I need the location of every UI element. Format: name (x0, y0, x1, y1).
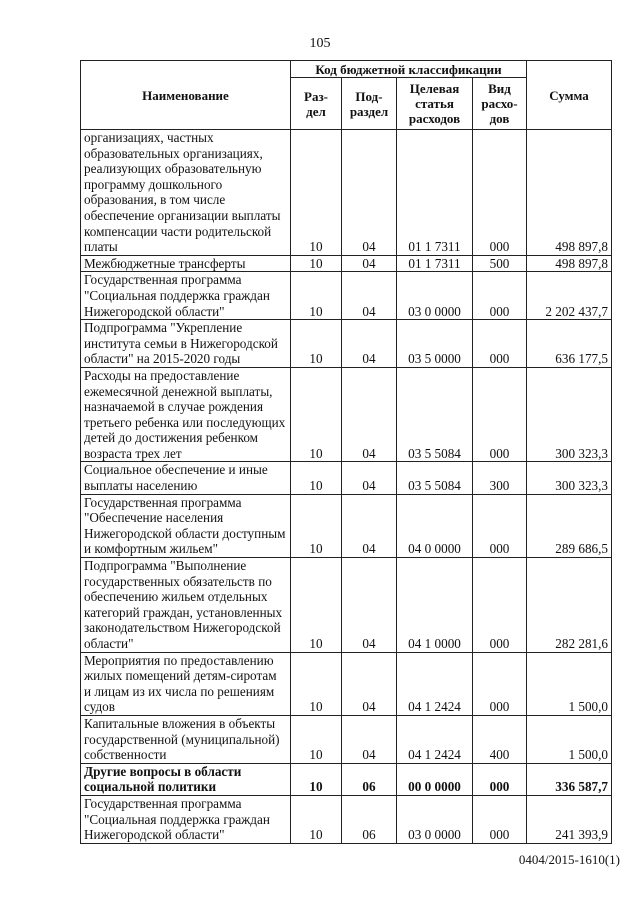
row-name-cell (81, 558, 291, 653)
row-name-line: законодательством Нижегородской (84, 620, 281, 636)
row-subsection-cell: 04 (342, 652, 397, 715)
row-kind-cell: 000 (473, 558, 527, 653)
row-name-cell (81, 795, 291, 843)
row-name-line: Нижегородской области доступным (84, 525, 286, 541)
table-row (81, 272, 612, 320)
row-subsection-cell: 04 (342, 272, 397, 320)
row-name-line: Расходы на предоставление (84, 367, 240, 383)
row-name-cell (81, 130, 291, 256)
row-kind-cell: 000 (473, 763, 527, 795)
row-name-line: Мероприятия по предоставлению (84, 652, 274, 668)
table-row (81, 255, 612, 272)
row-name-line: области" на 2015-2020 годы (84, 351, 241, 367)
row-target-cell: 01 1 7311 (397, 255, 473, 272)
row-subsection-cell: 04 (342, 715, 397, 763)
row-name-line: программу дошкольного (84, 176, 223, 192)
row-name-cell (81, 255, 291, 272)
row-name-line: образования, в том числе (84, 192, 226, 208)
row-name-line: компенсации части родительской (84, 223, 272, 239)
table-row (81, 652, 612, 715)
row-name-line: и лицам из их числа по решениям (84, 683, 275, 699)
row-section-cell: 10 (291, 494, 342, 557)
document-code: 0404/2015-1610(1) (518, 852, 620, 867)
row-name-cell (81, 462, 291, 494)
row-subsection-cell: 06 (342, 795, 397, 843)
row-name-line: Нижегородской области" (84, 303, 225, 319)
row-target-cell: 03 0 0000 (397, 795, 473, 843)
row-subsection-cell: 04 (342, 494, 397, 557)
row-name-line: собственности (84, 747, 167, 763)
row-subsection-cell: 04 (342, 320, 397, 368)
row-name-cell (81, 367, 291, 462)
row-target-cell: 03 0 0000 (397, 272, 473, 320)
row-name-cell (81, 763, 291, 795)
row-section-cell: 10 (291, 795, 342, 843)
row-sum-cell: 336 587,7 (527, 763, 612, 795)
table-row (81, 763, 612, 795)
row-kind-cell: 500 (473, 255, 527, 272)
row-target-cell: 00 0 0000 (397, 763, 473, 795)
row-name-cell (81, 272, 291, 320)
row-sum-cell: 282 281,6 (527, 558, 612, 653)
row-name-line: обеспечению жильем отдельных (84, 589, 268, 605)
row-sum-cell: 498 897,8 (527, 255, 612, 272)
row-name-line: возраста трех лет (84, 445, 182, 461)
row-kind-cell: 300 (473, 462, 527, 494)
budget-table (80, 60, 612, 844)
row-name-line: жилых помещений детям-сиротам (84, 668, 277, 684)
table-header (81, 61, 612, 130)
row-sum-cell: 241 393,9 (527, 795, 612, 843)
row-section-cell: 10 (291, 255, 342, 272)
table-row (81, 130, 612, 256)
row-name-line: государственной (муниципальной) (84, 731, 280, 747)
row-subsection-cell: 04 (342, 367, 397, 462)
row-name-line: категорий граждан, установленных (84, 604, 283, 620)
row-name-line: реализующих образовательную (84, 161, 262, 177)
row-name-line: "Социальная поддержка граждан (84, 811, 270, 827)
row-sum-cell: 2 202 437,7 (527, 272, 612, 320)
header-classification-group: Код бюджетной классификации (291, 61, 527, 78)
row-name-line: выплаты населению (84, 478, 198, 494)
table-row (81, 715, 612, 763)
row-subsection-cell: 04 (342, 130, 397, 256)
header-name: Наименование (81, 61, 291, 130)
row-section-cell: 10 (291, 763, 342, 795)
row-name-line: государственных обязательств по (84, 573, 272, 589)
header-section: Раз- дел (291, 78, 342, 130)
row-name-line: организациях, частных (84, 130, 214, 145)
row-sum-cell: 498 897,8 (527, 130, 612, 256)
row-name-line: Межбюджетные трансферты (84, 255, 246, 271)
row-section-cell: 10 (291, 367, 342, 462)
row-kind-cell: 000 (473, 320, 527, 368)
page-number: 105 (309, 36, 331, 51)
row-section-cell: 10 (291, 320, 342, 368)
row-name-line: судов (84, 699, 115, 715)
row-name-line: области" (84, 636, 134, 651)
row-name-line: ежемесячной денежной выплаты, (84, 383, 273, 399)
header-target-article: Целевая статья расходов (397, 78, 473, 130)
row-kind-cell: 000 (473, 795, 527, 843)
row-target-cell: 04 1 2424 (397, 715, 473, 763)
row-name-line: Другие вопросы в области (84, 763, 242, 779)
row-name-line: платы (84, 239, 118, 255)
row-target-cell: 03 5 0000 (397, 320, 473, 368)
row-target-cell: 03 5 5084 (397, 462, 473, 494)
row-name-cell (81, 494, 291, 557)
row-name-line: Капитальные вложения в объекты (84, 715, 276, 731)
row-name-line: Подпрограмма "Выполнение (84, 558, 247, 574)
row-name-line: Государственная программа (84, 494, 242, 510)
row-kind-cell: 000 (473, 652, 527, 715)
row-name-line: института семьи в Нижегородской (84, 335, 278, 351)
table-row (81, 795, 612, 843)
table-row (81, 367, 612, 462)
row-sum-cell: 636 177,5 (527, 320, 612, 368)
row-name-cell (81, 715, 291, 763)
row-name-line: назначаемой в случае рождения (84, 399, 264, 415)
header-sum: Сумма (527, 61, 612, 130)
row-name-line: и комфортным жильем" (84, 541, 219, 557)
row-name-cell (81, 652, 291, 715)
header-subsection: Под- раздел (342, 78, 397, 130)
row-name-line: социальной политики (84, 779, 217, 795)
row-sum-cell: 1 500,0 (527, 715, 612, 763)
row-section-cell: 10 (291, 462, 342, 494)
table-row (81, 558, 612, 653)
row-kind-cell: 000 (473, 130, 527, 256)
row-kind-cell: 400 (473, 715, 527, 763)
row-section-cell: 10 (291, 130, 342, 256)
row-name-line: Нижегородской области" (84, 827, 225, 843)
row-subsection-cell: 04 (342, 558, 397, 653)
row-name-line: образовательных организациях, (84, 145, 263, 161)
row-name-line: "Обеспечение населения (84, 510, 224, 526)
row-name-line: "Социальная поддержка граждан (84, 287, 270, 303)
row-sum-cell: 1 500,0 (527, 652, 612, 715)
row-section-cell: 10 (291, 715, 342, 763)
row-kind-cell: 000 (473, 367, 527, 462)
row-target-cell: 04 1 0000 (397, 558, 473, 653)
row-name-line: Социальное обеспечение и иные (84, 462, 268, 478)
row-target-cell: 03 5 5084 (397, 367, 473, 462)
row-name-line: третьего ребенка или последующих (84, 414, 286, 430)
header-expense-kind: Вид расхо- дов (473, 78, 527, 130)
row-subsection-cell: 04 (342, 255, 397, 272)
table-row (81, 462, 612, 494)
table-body (81, 130, 612, 844)
row-subsection-cell: 06 (342, 763, 397, 795)
row-kind-cell: 000 (473, 272, 527, 320)
row-subsection-cell: 04 (342, 462, 397, 494)
row-name-line: Подпрограмма "Укрепление (84, 320, 243, 336)
row-name-line: Государственная программа (84, 795, 242, 811)
row-kind-cell: 000 (473, 494, 527, 557)
row-name-line: обеспечение организации выплаты (84, 207, 281, 223)
row-section-cell: 10 (291, 272, 342, 320)
row-sum-cell: 300 323,3 (527, 367, 612, 462)
row-name-line: Государственная программа (84, 272, 242, 288)
row-sum-cell: 300 323,3 (527, 462, 612, 494)
row-target-cell: 04 0 0000 (397, 494, 473, 557)
row-target-cell: 04 1 2424 (397, 652, 473, 715)
row-section-cell: 10 (291, 652, 342, 715)
row-name-line: детей до достижения ребенком (84, 430, 259, 446)
table-row (81, 320, 612, 368)
table-row (81, 494, 612, 557)
row-sum-cell: 289 686,5 (527, 494, 612, 557)
row-section-cell: 10 (291, 558, 342, 653)
row-target-cell: 01 1 7311 (397, 130, 473, 256)
row-name-cell (81, 320, 291, 368)
